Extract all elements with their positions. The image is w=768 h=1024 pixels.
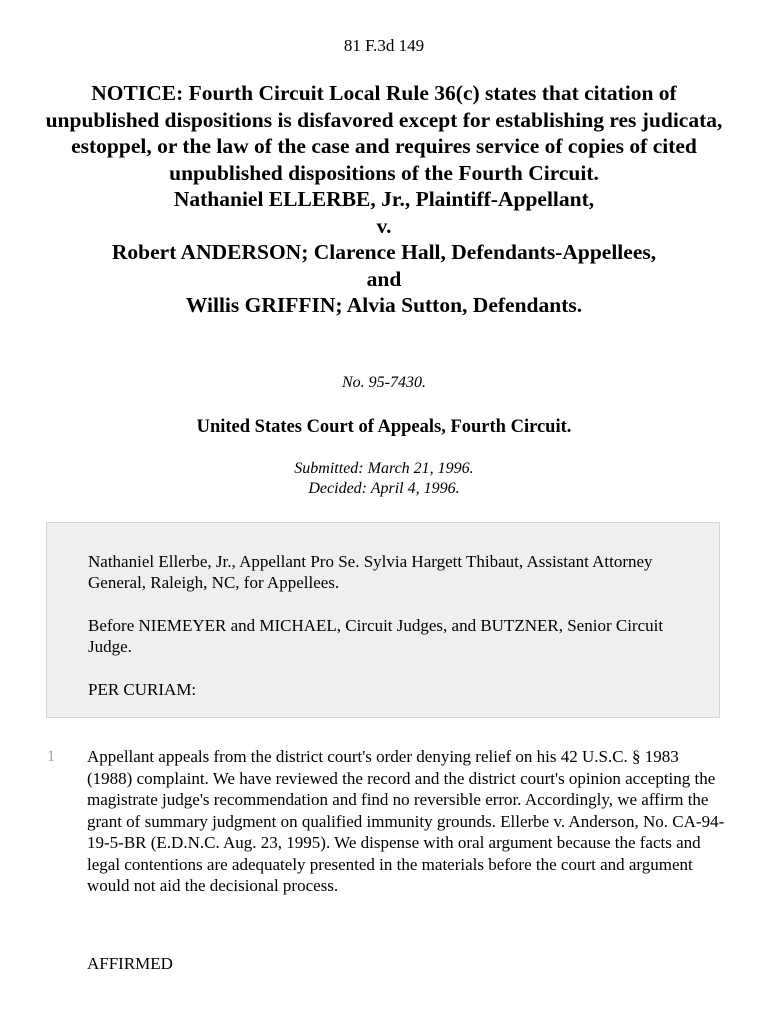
paragraph-number: 1: [47, 748, 55, 765]
case-citation: 81 F.3d 149: [343, 36, 425, 55]
defendants-appellees: Robert ANDERSON; Clarence Hall, Defendants-Appellees,: [111, 240, 657, 264]
docket-number: No. 95-7430.: [342, 374, 426, 391]
decided-date: Decided: April 4, 1996.: [308, 480, 460, 497]
headnote-box: [46, 522, 720, 718]
case-caption: [40, 80, 728, 319]
opinion-paragraph: Appellant appeals from the district court's order denying relief on his 42 U.S.C. § 1983 (1988) complaint. We have reviewed the record and the district court's opinion accepting the magistrate judge's recommendation and find no reversible error. Accordingly, we affirm the grant of summary judgment on qualified immunity grounds. Ellerbe v. Anderson, No. CA-94-19-5-BR (E.D.N.C. Aug. 23, 1995). We dispense with oral argument because the facts and legal contentions are adequately presented in the materials before the court and argument would not aid the decisional process.: [87, 747, 725, 895]
versus: v.: [376, 213, 392, 238]
caption-conjunction: and: [366, 266, 402, 291]
plaintiff-appellant: Nathaniel ELLERBE, Jr., Plaintiff-Appellant,: [173, 187, 595, 211]
court-name: United States Court of Appeals, Fourth Circuit.: [196, 417, 572, 437]
counsel-listing: Nathaniel Ellerbe, Jr., Appellant Pro Se. Sylvia Hargett Thibaut, Assistant Attorney General, Raleigh, NC, for Appellees.: [88, 552, 653, 592]
unpublished-notice: NOTICE: Fourth Circuit Local Rule 36(c) states that citation of unpublished dispositions is disfavored except for establishing res judicata, estoppel, or the law of the case and requires service of copies of cited unpublished dispositions of the Fourth Circuit.: [45, 81, 723, 185]
case-dates: [0, 459, 768, 499]
submitted-date: Submitted: March 21, 1996.: [294, 460, 474, 477]
opinion-author: PER CURIAM:: [88, 680, 197, 699]
defendants: Willis GRIFFIN; Alvia Sutton, Defendants.: [185, 293, 583, 317]
disposition: AFFIRMED: [87, 954, 173, 973]
judicial-panel: Before NIEMEYER and MICHAEL, Circuit Judges, and BUTZNER, Senior Circuit Judge.: [88, 616, 664, 656]
